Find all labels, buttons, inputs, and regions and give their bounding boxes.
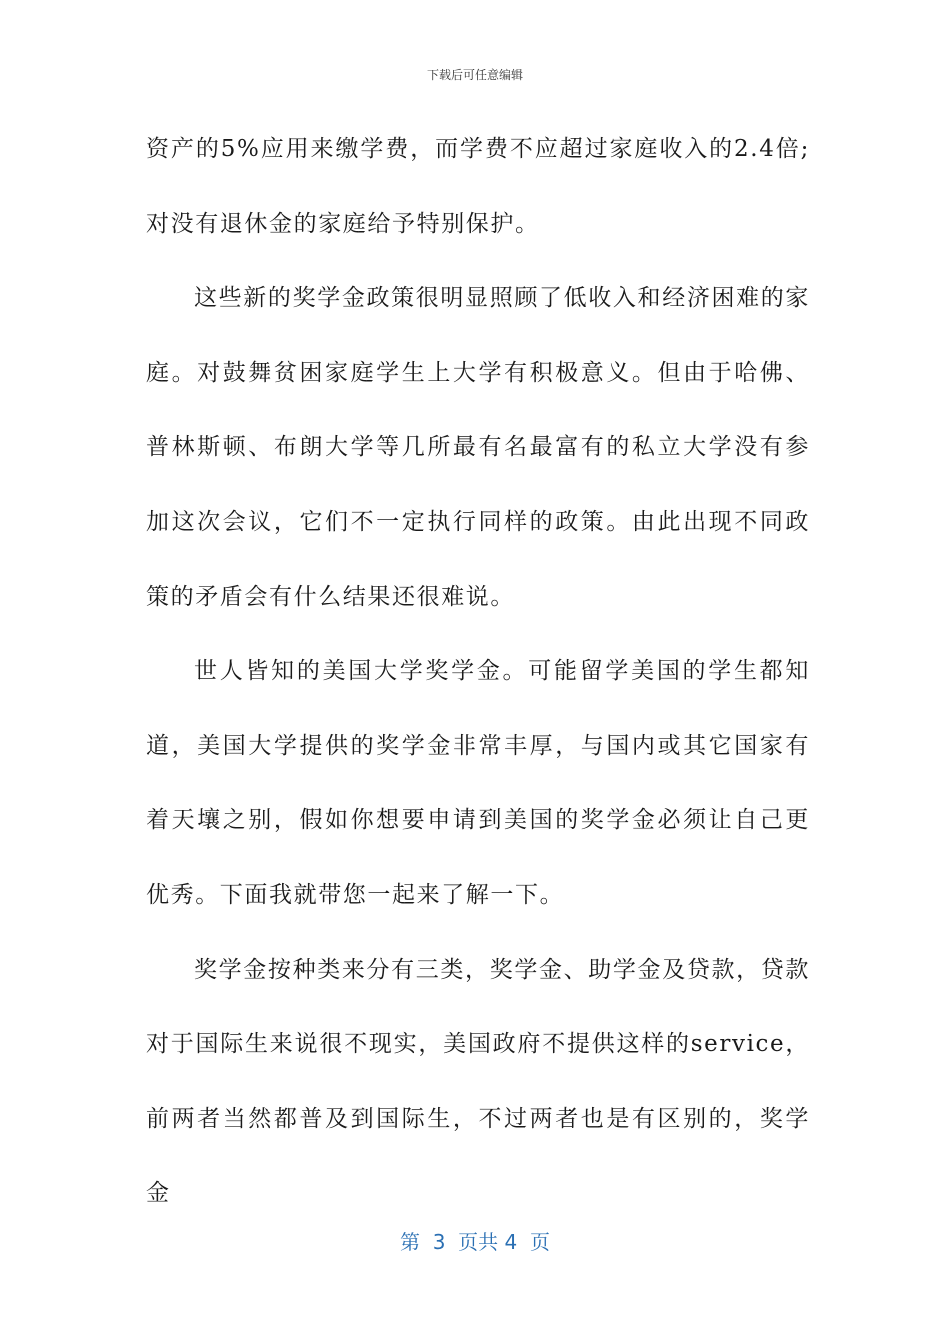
- page-number-footer: 第 3 页共 4 页: [400, 1230, 550, 1254]
- paragraph-4: 奖学金按种类来分有三类，奖学金、助学金及贷款，贷款对于国际生来说很不现实，美国政府不提供这样的service，前两者当然都普及到国际生，不过两者也是有区别的，奖学金: [146, 956, 810, 1207]
- paragraph-3: 世人皆知的美国大学奖学金。可能留学美国的学生都知道，美国大学提供的奖学金非常丰厚，与国内或其它国家有着天壤之别，假如你想要申请到美国的奖学金必须让自己更优秀。下面我就带您一起来了解一下。: [146, 658, 810, 908]
- paragraph-2: 这些新的奖学金政策很明显照顾了低收入和经济困难的家庭。对鼓舞贫困家庭学生上大学有积极意义。但由于哈佛、普林斯顿、布朗大学等几所最有名最富有的私立大学没有参加这次会议，它们不一定执行同样的政策。由此出现不同政策的矛盾会有什么结果还很难说。: [146, 285, 810, 610]
- document-body: [146, 112, 810, 1231]
- header-note: 下载后可任意编辑: [426, 68, 523, 82]
- paragraph-1: 资产的5%应用来缴学费，而学费不应超过家庭收入的2.4倍;对没有退休金的家庭给予特别保护。: [146, 136, 810, 237]
